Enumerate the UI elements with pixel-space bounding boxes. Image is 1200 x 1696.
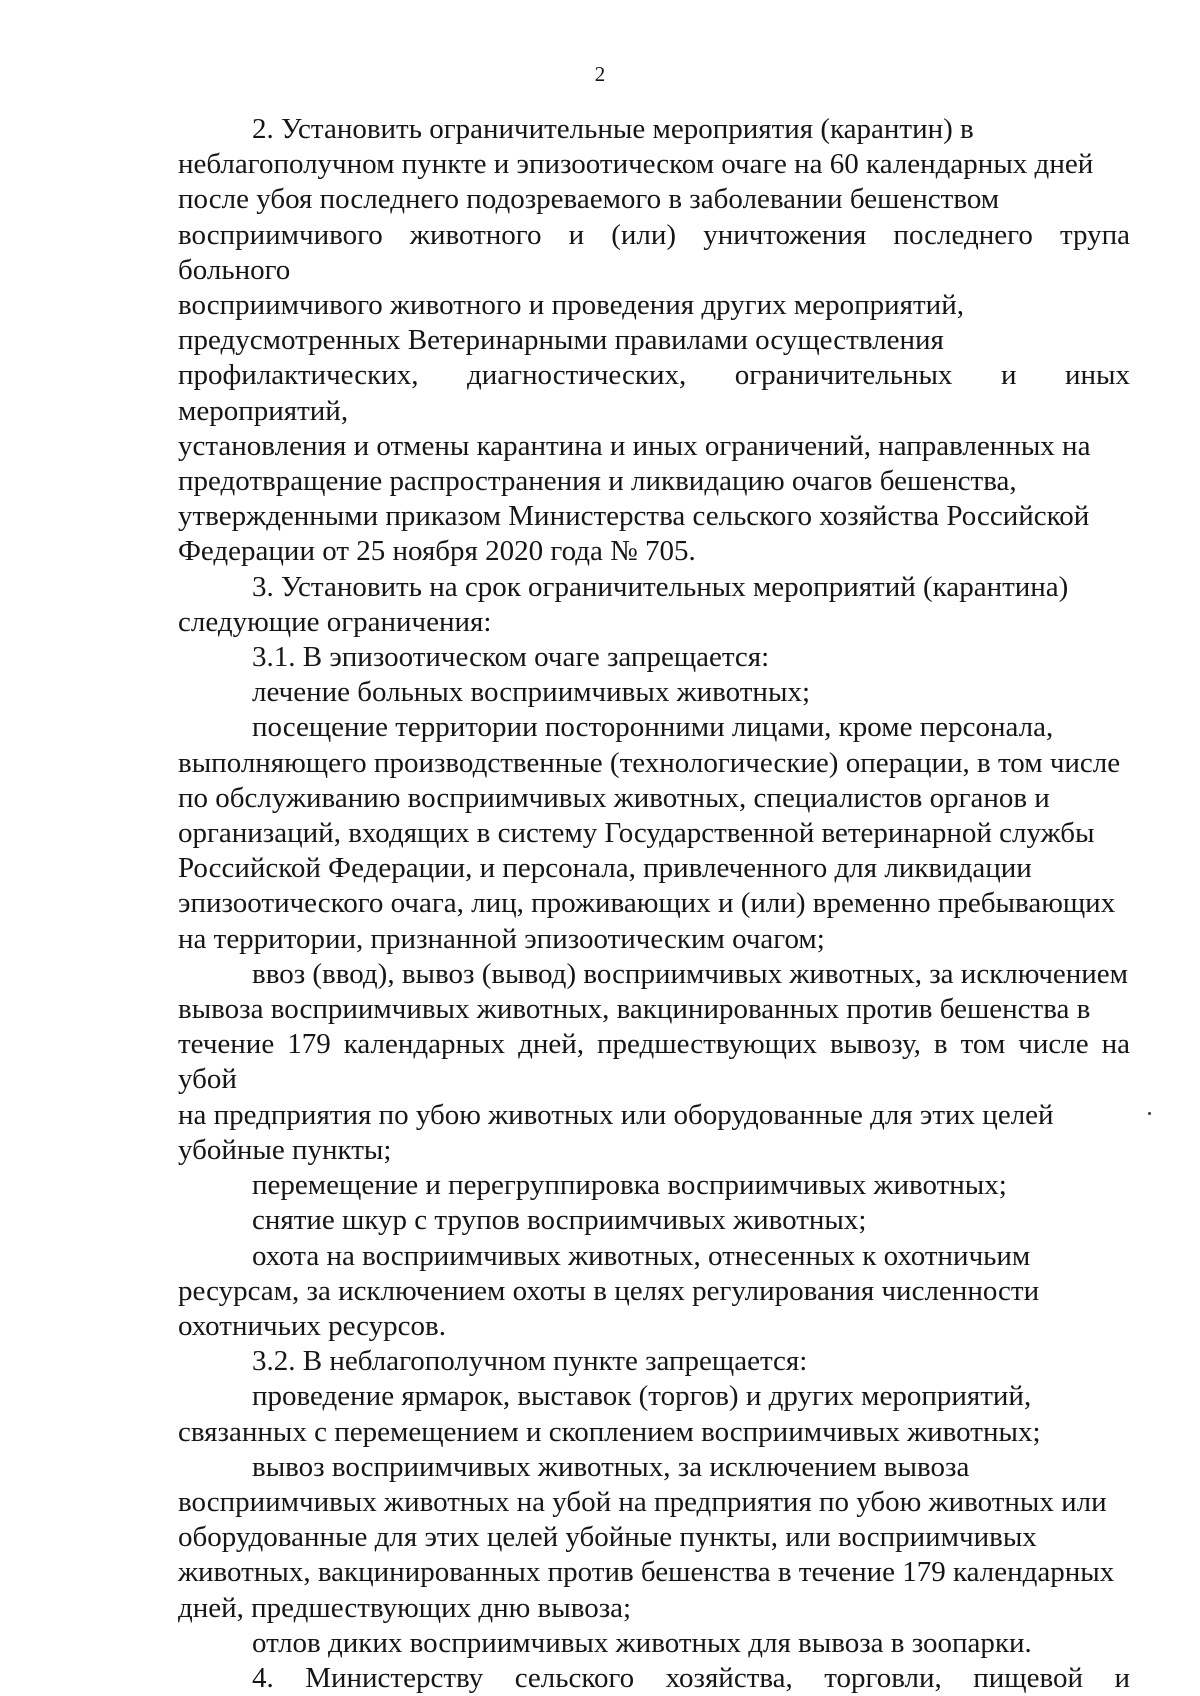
paragraph-item-3-restrictions: 3. Установить на срок ограничительных мероприятий (карантина) следующие ограничения: bbox=[178, 570, 1069, 638]
paragraph-item-4-ministry: 4. Министерству сельского хозяйства, торговли, пищевой и bbox=[252, 1661, 1130, 1694]
paragraph-subitem-3-1-heading: 3.1. В эпизоотическом очаге запрещается: bbox=[252, 641, 770, 674]
paragraph-export-ban: вывоз восприимчивых животных, за исключением вывоза восприимчивых животных на убой на предприятия по убою животных или оборудованные для этих целей убойные пункты, или восприимчивых животных, вакцинированных против бешенства в течение 179 календарных дней, предшествующих дню вывоза; bbox=[178, 1450, 1115, 1624]
scan-speck bbox=[1148, 1112, 1151, 1115]
page-number: 2 bbox=[594, 62, 606, 86]
paragraph-hunting-ban: охота на восприимчивых животных, отнесенных к охотничьим ресурсам, за исключением охоты в целях регулирования численности охотничьих ресурсов. bbox=[178, 1239, 1040, 1342]
paragraph-fairs-ban: проведение ярмарок, выставок (торгов) и других мероприятий, связанных с перемещением и скоплением восприимчивых животных; bbox=[178, 1380, 1041, 1448]
paragraph-item-2-quarantine: 2. Установить ограничительные мероприятия (карантин) в неблагополучном пункте и эпизоотическом очаге на 60 календарных дней после убоя последнего подозреваемого в заболевании бешенством восприимчивого животного и (или) уничтожения последнего трупа больного восприимчивого животного и проведения других мероприятий, предусмотренных Ветеринарными правилами осуществления профилактических, диагностических, ограничительных и иных мероприятий, установления и отмены карантина и иных ограничений, направленных на предотвращение распространения и ликвидацию очагов бешенства, утвержденными приказом Министерства сельского хозяйства Российской Федерации от 25 ноября 2020 года № 705. bbox=[178, 113, 1130, 568]
paragraph-skinning-ban: снятие шкур с трупов восприимчивых животных; bbox=[252, 1204, 867, 1237]
paragraph-movement-ban: перемещение и перегруппировка восприимчивых животных; bbox=[252, 1169, 1007, 1202]
paragraph-import-export-ban: ввоз (ввод), вывоз (вывод) восприимчивых животных, за исключением вывоза восприимчивых животных, вакцинированных против бешенства в течение 179 календарных дней, предшествующих вывозу, в том числе на убой на предприятия по убою животных или оборудованные для этих целей убойные пункты; bbox=[178, 957, 1130, 1166]
paragraph-subitem-3-2-heading: 3.2. В неблагополучном пункте запрещается: bbox=[252, 1345, 808, 1378]
paragraph-visit-ban: посещение территории посторонними лицами, кроме персонала, выполняющего производственные (технологические) операции, в том числе по обслуживанию восприимчивых животных, специалистов органов и организаций, входящих в систему Государственной ветеринарной службы Российской Федерации, и персонала, привлеченного для ликвидации эпизоотического очага, лиц, проживающих и (или) временно пребывающих на территории, признанной эпизоотическим очагом; bbox=[178, 711, 1121, 955]
paragraph-trapping-ban: отлов диких восприимчивых животных для вывоза в зоопарки. bbox=[252, 1626, 1032, 1659]
document-body bbox=[178, 112, 1130, 1696]
paragraph-treatment-ban: лечение больных восприимчивых животных; bbox=[252, 676, 810, 709]
